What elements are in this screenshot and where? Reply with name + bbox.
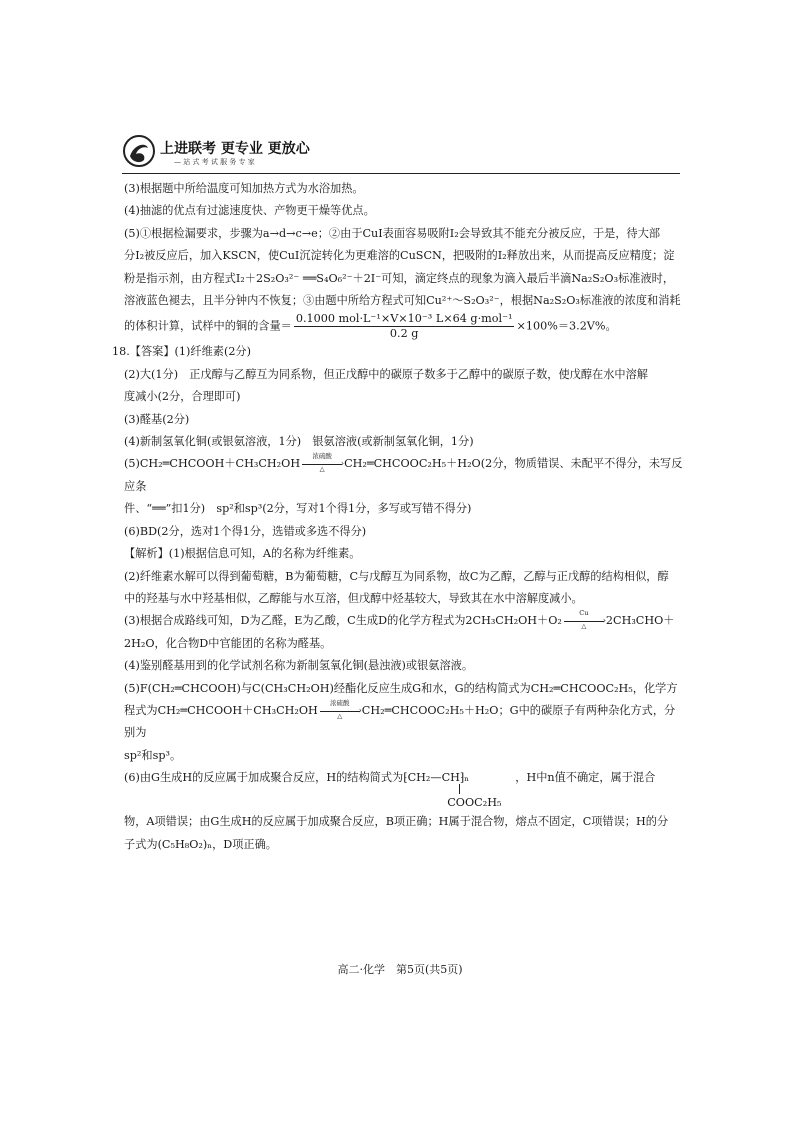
arrow-condition-bottom: △ — [337, 711, 343, 720]
q17-line-5e — [124, 312, 684, 341]
reaction-arrow — [300, 452, 345, 474]
q17-line-3: (3)根据题中所给温度可知加热方式为水浴加热。 — [124, 182, 364, 195]
q18-explanation-2b: 中的羟基与水中羟基相似，乙醇能与水互溶，但戊醇中烃基较大，导致其在水中溶解度减小。 — [124, 591, 583, 605]
q18-explanation-5c: sp²和sp³。 — [124, 748, 182, 762]
q17-line-5b: 分I₂被反应后，加入KSCN，使CuI沉淀转化为更难溶的CuSCN，把吸附的I₂释放出来，从而提高反应精度；淀 — [124, 249, 675, 263]
polymer-side-group: COOC₂H₅ — [447, 796, 502, 810]
brand-logo-icon — [122, 134, 156, 168]
q18-explanation-5a: (5)F(CH₂═CHCOOH)与C(CH₃CH₂OH)经酯化反应生成G和水，G的结构简式为CH₂═CHCOOC₂H₅，化学方 — [124, 681, 678, 695]
q18-answer-2a: (2)大(1分) 正戊醇与乙醇互为同系物，但正戊醇中的碳原子数多于乙醇中的碳原子数，使戊醇在水中溶解 — [124, 367, 648, 381]
polymer-intro: (6)由G生成H的反应属于加成聚合反应，H的结构简式为 — [124, 771, 404, 785]
q18-explanation-6a — [124, 767, 684, 811]
page-header — [122, 134, 682, 174]
q18-explanation-3b: 2H₂O，化合物D中官能团的名称为醛基。 — [124, 636, 332, 650]
q18-explanation-4: (4)鉴别醛基用到的化学试剂名称为新制氢氧化铜(悬浊液)或银氨溶液。 — [124, 659, 474, 673]
oxidation-products: 2CH₃CHO＋ — [605, 614, 675, 628]
q18-answer-2b: 度减小(2分，合理即可) — [124, 390, 241, 404]
arrow-head-icon: › — [340, 459, 345, 469]
arrow-condition-bottom: △ — [319, 465, 325, 474]
q18-explanation-6b: 物，A项错误；由G生成H的反应属于加成聚合反应，B项正确；H属于混合物，熔点不固定，C项错误；H的分 — [124, 815, 669, 829]
page-footer: 高二·化学 第5页(共5页) — [337, 963, 463, 976]
q18-answer-heading: 18.【答案】(1)纤维素(2分) — [112, 345, 251, 359]
q18-answer-3: (3)醛基(2分) — [124, 412, 190, 426]
arrow-condition-top: 浓硫酸 — [312, 452, 332, 461]
q18-explanation-5b — [124, 700, 684, 745]
q18-explanation-6c: 子式为(C₅H₈O₂)ₙ，D项正确。 — [124, 837, 277, 851]
q18-answer-5b: 件、“══”扣1分) sp²和sp³(2分，写对1个得1分，多写或写错不得分) — [124, 502, 472, 516]
arrow-condition-top: Cu — [579, 609, 589, 618]
q18-answer-6: (6)BD(2分，选对1个得1分，选错或多选不得分) — [124, 524, 367, 538]
q17-line-5a: (5)①根据检漏要求，步骤为a→d→c→e；②由于CuI表面容易吸附I₂会导致其不能充分被反应，于是，待大部 — [124, 226, 661, 240]
copper-content-label: 的体积计算，试样中的铜的含量＝ — [124, 319, 292, 333]
brand-subtitle: — 站 式 考 试 服 务 专 家 — [174, 158, 255, 166]
q17-line-5c: 粉是指示剂，由方程式I₂＋2S₂O₃²⁻ ══S₄O₆²⁻＋2I⁻可知，滴定终点的现象为滴入最后半滴Na₂S₂O₃标准液时， — [124, 271, 675, 285]
fraction-denominator: 0.2 g — [389, 327, 419, 341]
q18-answer-5a — [124, 453, 684, 498]
q18-explanation-2a: (2)纤维素水解可以得到葡萄糖，B为葡萄糖，C与戊醇互为同系物，故C为乙醇，乙醇与正戊醇的结构相似，醇 — [124, 569, 669, 583]
arrow-condition-bottom: △ — [581, 622, 587, 631]
arrow-head-icon: › — [358, 705, 362, 715]
brand-slogan: 上进联考 更专业 更放心 — [160, 141, 310, 157]
esterification-reactants: (5)CH₂═CHCOOH＋CH₃CH₂OH — [124, 457, 301, 471]
polymer-backbone: ⁅CH₂—CH⁆ₙ — [403, 771, 470, 785]
reaction-arrow — [562, 609, 606, 631]
q18-explanation-3a — [124, 610, 684, 632]
ester-equation-reactants: 程式为CH₂═CHCOOH＋CH₃CH₂OH — [124, 703, 318, 717]
esterification-products: CH₂═CHCOOC₂H₅＋H₂O(2分，物质错误、未配平不得分，未写反应条 — [124, 457, 683, 493]
ester-equation-products: CH₂═CHCOOC₂H₅＋H₂O；G中的碳原子有两种杂化方式，分别为 — [124, 703, 676, 740]
reaction-arrow — [318, 698, 362, 720]
polymer-structure — [403, 767, 515, 810]
copper-content-fraction — [294, 312, 515, 341]
answer-content — [112, 178, 684, 856]
fraction-numerator: 0.1000 mol·L⁻¹×V×10⁻³ L×64 g·mol⁻¹ — [295, 312, 513, 326]
q17-line-5d: 溶液蓝色褪去，且半分钟内不恢复；③由题中所给方程式可知Cu²⁺～S₂O₃²⁻，根据Na₂S₂O₃标准液的浓度和消耗 — [124, 294, 681, 308]
q18-explanation-1: 【解析】(1)根据信息可知，A的名称为纤维素。 — [124, 547, 361, 561]
q17-line-4: (4)抽滤的优点有过滤速度快、产物更干燥等优点。 — [124, 204, 375, 218]
q18-answer-4: (4)新制氢氧化铜(或银氨溶液，1分) 银氨溶液(或新制氢氧化铜，1分) — [124, 435, 474, 449]
arrow-head-icon: › — [602, 616, 606, 626]
arrow-condition-top: 浓硫酸 — [330, 698, 350, 707]
oxidation-reactants: (3)根据合成路线可知，D为乙醛，E为乙酸，C生成D的化学方程式为2CH₃CH₂OH＋O₂ — [124, 614, 562, 628]
copper-content-result: ×100%＝3.2V%。 — [516, 319, 617, 333]
polymer-conclusion: ，H中n值不确定，属于混合 — [515, 771, 656, 785]
header-divider — [122, 173, 680, 174]
